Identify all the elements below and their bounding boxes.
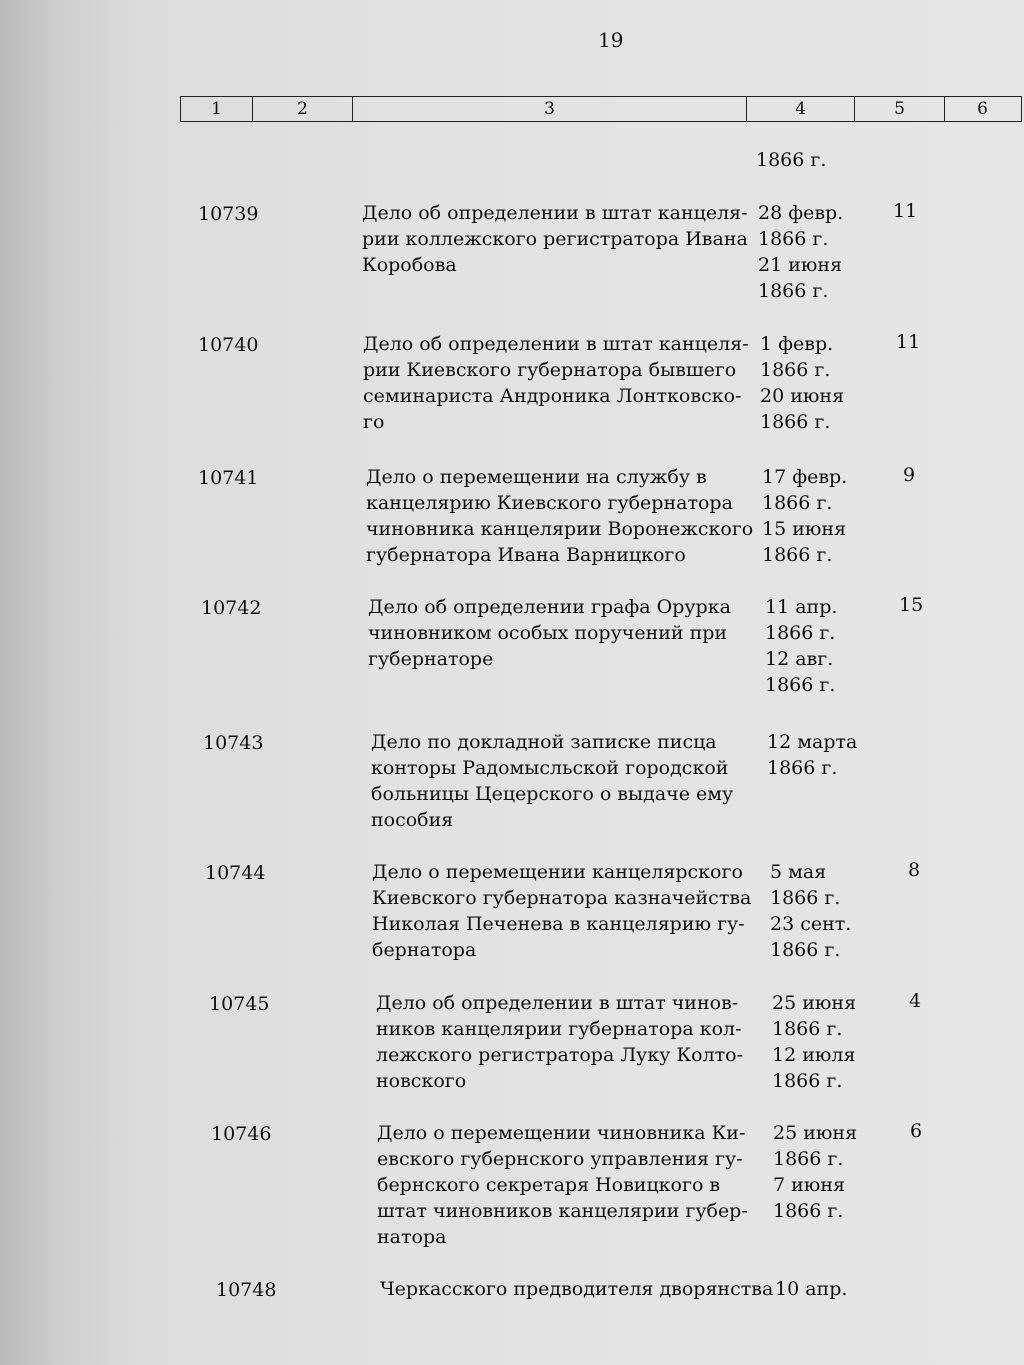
record-date-line: 1866 г. (770, 887, 841, 909)
record-date-line: 1866 г. (773, 1200, 844, 1222)
record-title-line: Дело о перемещении на службу в (366, 466, 707, 488)
record-dates (767, 729, 857, 781)
record-date-line: 12 июля (772, 1044, 856, 1066)
record-title-line: Дело об определении графа Орурка (368, 596, 731, 618)
column-header-3: 3 (353, 97, 747, 121)
record-date-line: 17 февр. (762, 466, 848, 488)
record-date-line: 1866 г. (765, 674, 836, 696)
record-title (366, 464, 753, 568)
column-header-1: 1 (181, 97, 253, 121)
record-title (363, 331, 749, 435)
record-title-line: бернского секретаря Новицкого в (377, 1174, 721, 1196)
record-sheet-count: 9 (903, 464, 916, 486)
record-number: 10743 (203, 732, 264, 754)
record-number: 10744 (205, 862, 266, 884)
record-date-line: 1866 г. (762, 492, 833, 514)
record-title-line: новского (376, 1070, 467, 1092)
record-title-line: Дело о перемещении канцелярского (372, 861, 743, 883)
column-header-row (180, 96, 1022, 122)
record-date-line: 25 июня (773, 1122, 858, 1144)
record-title-line: го (363, 411, 385, 433)
column-header-4: 4 (747, 97, 855, 121)
record-title-line: лежского регистратора Луку Колто- (376, 1044, 744, 1066)
record-title-line: канцелярию Киевского губернатора (366, 492, 733, 514)
record-title (376, 990, 743, 1094)
record-title-line: губернатора Ивана Варницкого (366, 544, 686, 566)
record-title-line: семинариста Андроника Лонтковско- (363, 385, 742, 407)
column-header-5: 5 (855, 97, 945, 121)
record-date-line: 11 апр. (765, 596, 838, 618)
record-title-line: Черкасского предводителя дворянства (380, 1278, 774, 1300)
record-title-line: Коробова (362, 254, 457, 276)
record-sheet-count: 6 (910, 1120, 923, 1142)
record-title-line: конторы Радомысльской городской (371, 757, 729, 779)
record-number: 10739 (198, 203, 259, 225)
record-title-line: бернатора (372, 939, 477, 961)
record-sheet-count: 8 (908, 859, 921, 881)
record-sheet-count: 11 (893, 200, 918, 222)
record-title-line: рии коллежского регистратора Ивана (362, 228, 748, 250)
record-number: 10745 (209, 993, 270, 1015)
record-title-line: губернаторе (368, 648, 494, 670)
record-number: 10740 (198, 334, 259, 356)
record-title-line: Киевского губернатора казначейства (372, 887, 752, 909)
record-date-line: 1866 г. (760, 359, 831, 381)
record-sheet-count: 4 (909, 990, 922, 1012)
record-date-line: 1866 г. (762, 544, 833, 566)
record-title-line: чиновника канцелярии Воронежского (366, 518, 754, 540)
record-title-line: Николая Печенева в канцелярию гу- (372, 913, 745, 935)
record-date-line: 23 сент. (770, 913, 852, 935)
record-title-line: ников канцелярии губернатора кол- (376, 1018, 742, 1040)
record-dates (775, 1276, 847, 1302)
record-date-line: 1866 г. (765, 622, 836, 644)
column-header-6: 6 (977, 99, 988, 119)
record-number: 10742 (201, 597, 262, 619)
record-date-line: 1866 г. (760, 411, 831, 433)
record-date-line: 1866 г. (767, 757, 838, 779)
record-title-line: Дело об определении в штат чинов- (376, 992, 739, 1014)
record-title (368, 594, 731, 672)
record-dates (773, 1120, 857, 1224)
record-date-line: 25 июня (772, 992, 857, 1014)
record-date-line: 12 авг. (765, 648, 834, 670)
record-date-line: 1866 г. (758, 280, 829, 302)
record-dates (770, 859, 851, 963)
record-title (380, 1276, 773, 1302)
record-date-line: 1866 г. (773, 1148, 844, 1170)
record-title-line: Дело о перемещении чиновника Ки- (377, 1122, 746, 1144)
record-number: 10741 (198, 467, 259, 489)
record-date-line: 7 июня (773, 1174, 845, 1196)
record-title-line: штат чиновников канцелярии губер- (377, 1200, 748, 1222)
record-title-line: евского губернского управления гу- (377, 1148, 743, 1170)
record-title-line: Дело об определении в штат канцеля- (362, 202, 748, 224)
record-date-line: 1866 г. (772, 1018, 843, 1040)
record-sheet-count: 11 (896, 331, 921, 353)
record-title (362, 200, 748, 278)
record-title-line: пособия (371, 809, 454, 831)
record-date-line: 1866 г. (770, 939, 841, 961)
record-number: 10748 (216, 1279, 277, 1301)
record-title-line: Дело по докладной записке писца (371, 731, 717, 753)
record-title-line: чиновником особых поручений при (368, 622, 728, 644)
record-title-line: рии Киевского губернатора бывшего (363, 359, 737, 381)
record-dates (762, 464, 847, 568)
leading-date: 1866 г. (756, 149, 827, 171)
record-dates (758, 200, 843, 304)
record-title-line: Дело об определении в штат канцеля- (363, 333, 749, 355)
record-title (377, 1120, 748, 1250)
record-number: 10746 (211, 1123, 272, 1145)
record-title (371, 729, 733, 833)
record-date-line: 5 мая (770, 861, 827, 883)
record-date-line: 20 июня (760, 385, 845, 407)
record-date-line: 1866 г. (758, 228, 829, 250)
record-sheet-count: 15 (899, 594, 924, 616)
record-date-line: 28 февр. (758, 202, 844, 224)
record-title-line: натора (377, 1226, 447, 1248)
record-dates (765, 594, 837, 698)
record-date-line: 1866 г. (772, 1070, 843, 1092)
page-number: 19 (598, 28, 624, 52)
record-dates (772, 990, 856, 1094)
column-header-2: 2 (253, 97, 353, 121)
record-title (372, 859, 751, 963)
record-date-line: 10 апр. (775, 1278, 848, 1300)
record-date-line: 15 июня (762, 518, 847, 540)
record-date-line: 1 февр. (760, 333, 834, 355)
record-dates (760, 331, 844, 435)
record-date-line: 12 марта (767, 731, 858, 753)
record-title-line: больницы Цецерского о выдаче ему (371, 783, 734, 805)
record-date-line: 21 июня (758, 254, 843, 276)
